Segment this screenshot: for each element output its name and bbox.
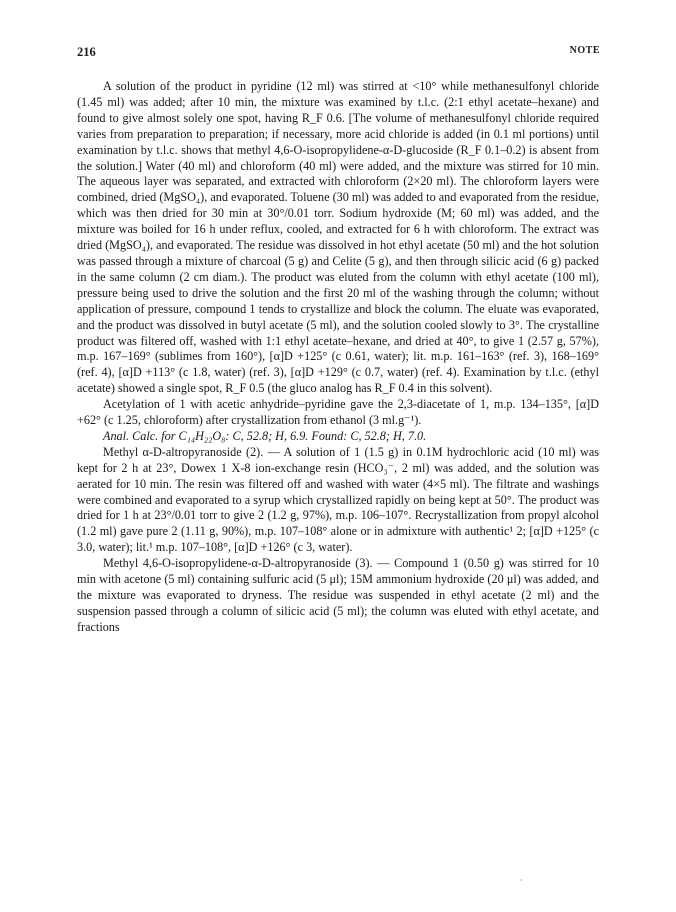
paragraph-altropyranoside: Methyl α-D-altropyranoside (2). — A solution of 1 (1.5 g) in 0.1M hydrochloric acid (10 ml) was kept for 2 h at 23°, Dowex 1 X-8 ion-exchange resin (HCO₃⁻, 2 ml) was added, and the solution was aerated for 10 min. The resin was filtered off and washed with water (4×5 ml). The filtrate and washings were combined and evaporated to a syrup which crystallized rapidly on being kept at 50°. The product was dried for 1 h at 23°/0.01 torr to give 2 (1.2 g, 97%), m.p. 106–107°. Recrystallization from propyl alcohol (1.2 ml) gave pure 2 (1.11 g, 90%), m.p. 107–108° alone or in admixture with authentic¹ 2; [α]D +125° (c 3.0, water); lit.¹ m.p. 107–108°, [α]D +126° (c 3, water). (77, 444, 599, 555)
page-number: 216 (77, 45, 96, 59)
paragraph-analysis: Anal. Calc. for C₁₄H₂₂O₈: C, 52.8; H, 6.9. Found: C, 52.8; H, 7.0. (103, 428, 427, 443)
paragraph-procedure: A solution of the product in pyridine (12 ml) was stirred at <10° while methanesulfonyl chloride (1.45 ml) was added; after 10 min, the mixture was examined by t.l.c. (2:1 ethyl acetate–hexane) and found to give almost solely one spot, having R_F 0.6. [The volume of methanesulfonyl chloride required varies from preparation to preparation; if necessary, more acid chloride is added (in 0.1 ml portions) until examination by t.l.c. shows that methyl 4,6-O-isopropylidene-α-D-glucoside (R_F 0.1–0.2) is absent from the solution.] Water (40 ml) and chloroform (40 ml) were added, and the mixture was stirred for 10 min. The aqueous layer was separated, and extracted with chloroform (2×20 ml). The chloroform layers were combined, dried (MgSO₄), and evaporated. Toluene (30 ml) was added to and evaporated from the residue, which was then dried for 30 min at 30°/0.01 torr. Sodium hydroxide (M; 60 ml) was added, and the mixture was boiled for 16 h under reflux, cooled, and extracted for 6 h with chloroform. The extract was dried (MgSO₄), and evaporated. The residue was dissolved in hot ethyl acetate (50 ml) and the hot solution was passed through a mixture of charcoal (5 g) and Celite (5 g), and then through silicic acid (6 g) packed in the same column (2 cm diam.). The product was eluted from the column with ethyl acetate (100 ml), pressure being used to drive the solution and the first 20 ml of the washing through the column; without application of pressure, compound 1 tends to crystallize and block the column. The eluate was evaporated, and the product was dissolved in butyl acetate (5 ml), and the solution cooled slowly to 3°. The crystalline product was filtered off, washed with 1:1 ethyl acetate–hexane, and dried at 40°, to give 1 (2.57 g, 57%), m.p. 167–169° (sublimes from 160°), [α]D +125° (c 0.61, water); lit. m.p. 161–163° (ref. 3), 168–169° (ref. 4), [α]D +113° (c 1.8, water) (ref. 3), [α]D +129° (c 0.7, water) (ref. 4). Examination by t.l.c. (ethyl acetate) showed a single spot, R_F 0.5 (the gluco analog has R_F 0.4 in this solvent). (77, 79, 599, 396)
article-body (77, 79, 599, 636)
page-header (77, 45, 600, 65)
paragraph-acetylation: Acetylation of 1 with acetic anhydride–pyridine gave the 2,3-diacetate of 1, m.p. 134–135°, [α]D +62° (c 1.25, chloroform) after crystallization from ethanol (3 ml.g⁻¹). (77, 397, 599, 428)
running-head: NOTE (569, 45, 600, 56)
paragraph-isopropylidene: Methyl 4,6-O-isopropylidene-α-D-altropyranoside (3). — Compound 1 (0.50 g) was stirred for 10 min with acetone (5 ml) containing sulfuric acid (5 μl); 15M ammonium hydroxide (20 μl) was added, and the mixture was evaporated to dryness. The residue was suspended in ethyl acetate (2 ml) and the suspension passed through a column of silicic acid (5 ml); the column was eluted with ethyl acetate, and fractions (77, 556, 599, 634)
stray-mark: · (520, 876, 523, 885)
